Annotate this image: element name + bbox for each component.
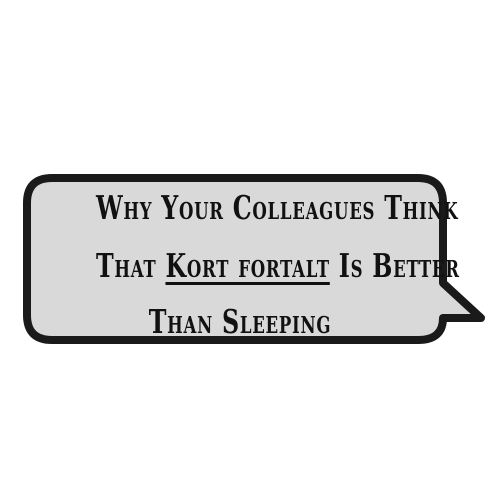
headline-line-1: Why Your Colleagues Think bbox=[96, 188, 459, 227]
headline-line-2-suffix: Is Better bbox=[329, 246, 460, 285]
headline-line-2-prefix: That bbox=[96, 246, 166, 285]
headline-line-2 bbox=[96, 246, 460, 286]
headline-keyword: Kort fortalt bbox=[165, 246, 330, 285]
headline-line-3: Than Sleeping bbox=[148, 302, 332, 341]
